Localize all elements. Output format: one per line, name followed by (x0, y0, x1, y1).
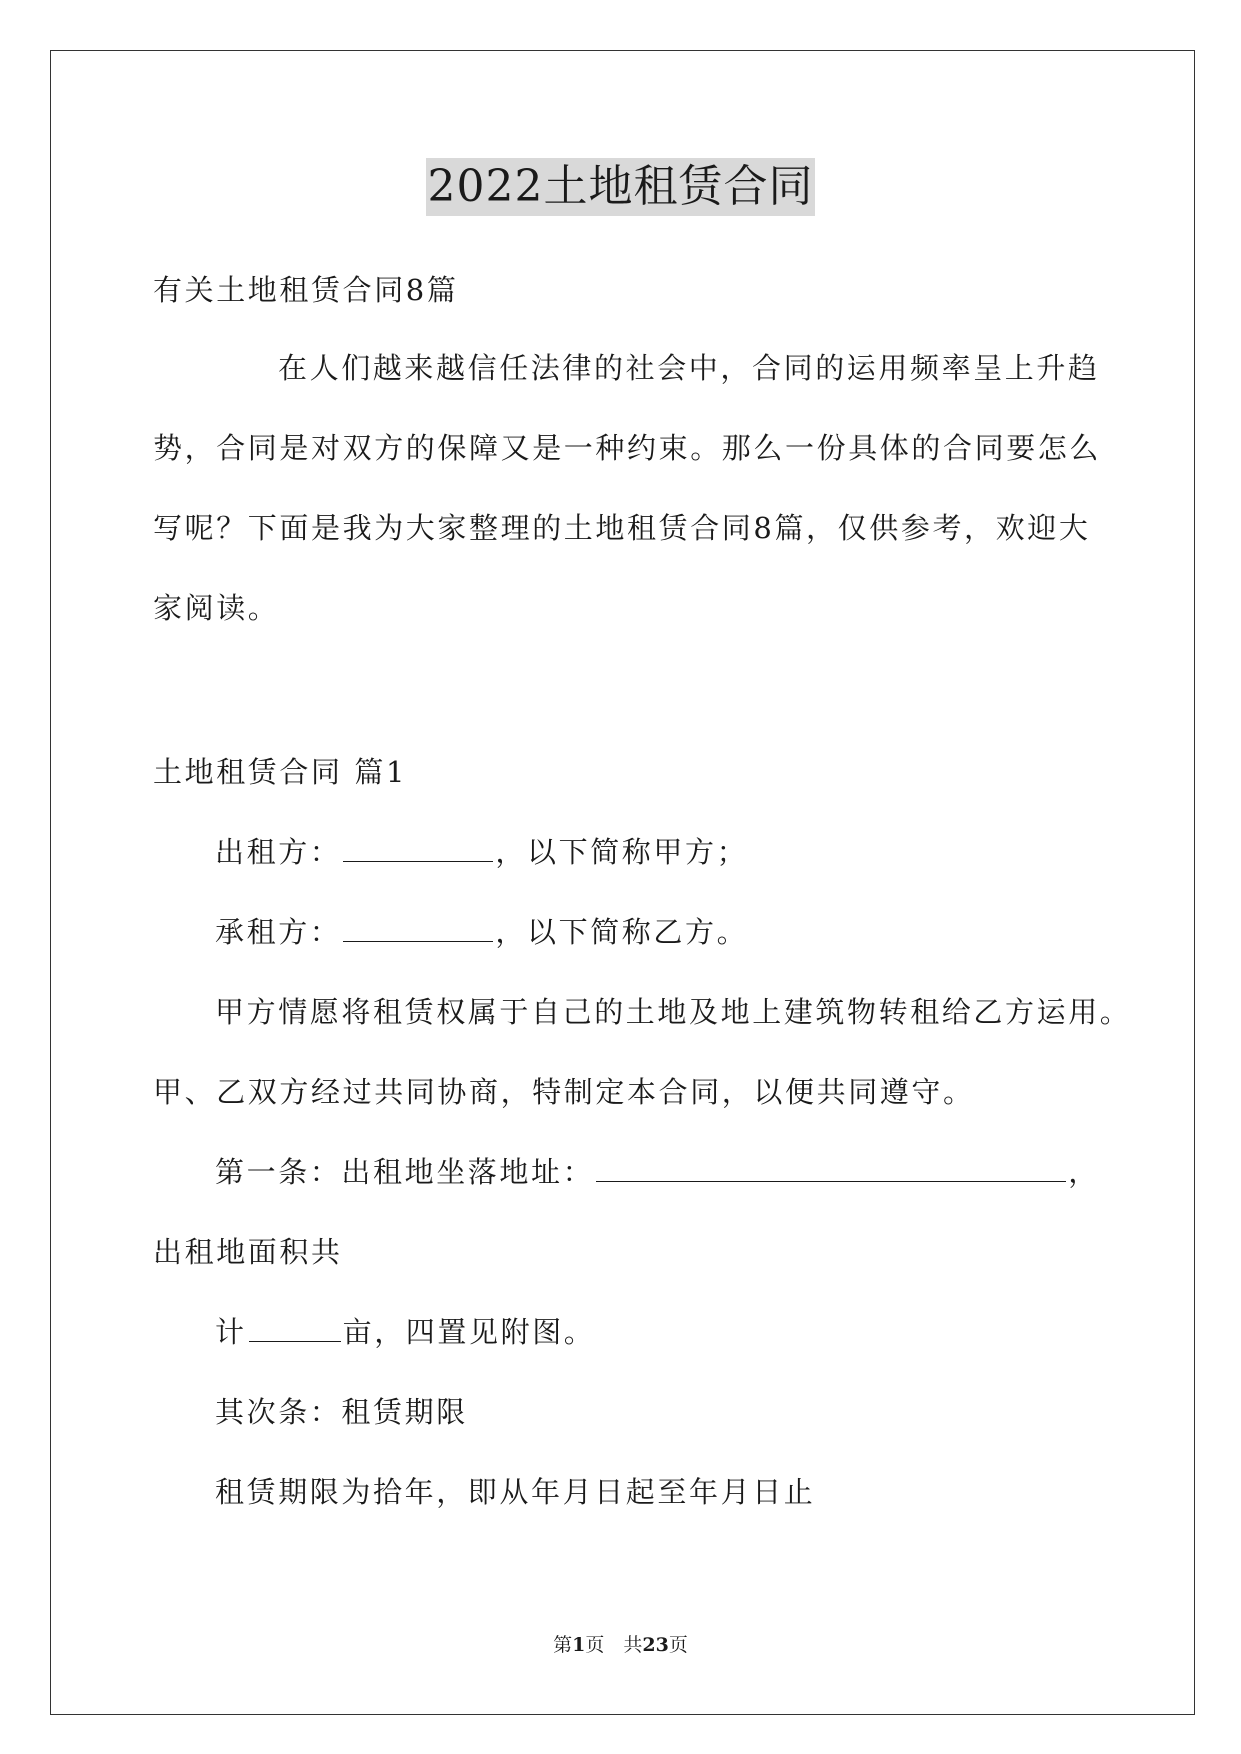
lessor-suffix: ，以下简称甲方； (495, 835, 749, 869)
address-blank (596, 1153, 1066, 1182)
footer-mid: 页 共 (585, 1634, 643, 1656)
lessee-blank (343, 913, 493, 942)
intro-line-1: 在人们越来越信任法律的社会中，合同的运用频率呈上升趋 (278, 351, 1100, 385)
article1-line-3 (215, 1312, 595, 1352)
area-prefix: 计 (215, 1315, 247, 1349)
article2-text: 租赁期限为拾年，即从年月日起至年月日止 (215, 1475, 816, 1509)
article1-label: 第一条：出租地坐落地址： (215, 1155, 595, 1189)
article1-line-2: 出租地面积共 (153, 1235, 343, 1269)
para1-line-1: 甲方情愿将租赁权属于自己的土地及地上建筑物转租给乙方运用。 (215, 995, 1132, 1029)
footer-prefix: 第 (553, 1634, 573, 1656)
area-blank (249, 1313, 341, 1342)
section-heading: 土地租赁合同 篇1 (153, 755, 408, 789)
article1-suffix: ， (1068, 1155, 1100, 1189)
lessee-label: 承租方： (215, 915, 342, 949)
lessee-suffix: ，以下简称乙方。 (495, 915, 749, 949)
lessee-line (215, 912, 748, 952)
title-container (0, 158, 1241, 216)
article1-line-1 (215, 1152, 1100, 1192)
intro-line-2: 势，合同是对双方的保障又是一种约束。那么一份具体的合同要怎么 (153, 431, 1102, 465)
document-title: 2022土地租赁合同 (426, 158, 816, 216)
lessor-line (215, 832, 748, 872)
intro-line-4: 家阅读。 (153, 591, 280, 625)
footer-page-number: 1 (572, 1634, 586, 1656)
article2-heading: 其次条：租赁期限 (215, 1395, 468, 1429)
para1-line-2: 甲、乙双方经过共同协商，特制定本合同，以便共同遵守。 (153, 1075, 975, 1109)
intro-line-3: 写呢？下面是我为大家整理的土地租赁合同8篇，仅供参考，欢迎大 (153, 511, 1091, 545)
area-suffix: 亩，四置见附图。 (342, 1315, 596, 1349)
page-footer (0, 1633, 1241, 1657)
footer-suffix: 页 (668, 1634, 688, 1656)
lessor-label: 出租方： (215, 835, 342, 869)
lessor-blank (343, 833, 493, 862)
subtitle: 有关土地租赁合同8篇 (153, 273, 459, 307)
footer-total-pages: 23 (642, 1634, 669, 1656)
